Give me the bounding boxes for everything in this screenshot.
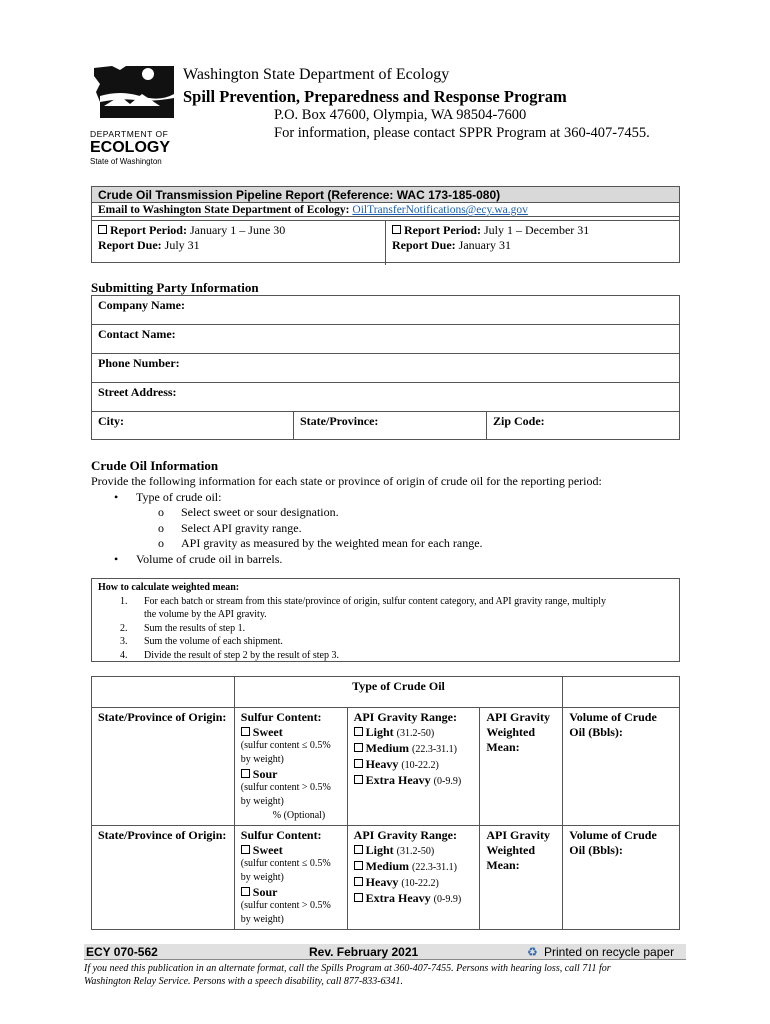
sour-note: (sulfur content > 0.5% by weight) [240,900,331,925]
period-1-checkbox[interactable] [98,225,107,234]
step-text: Sum the volume of each shipment. [144,636,283,647]
step-text: Divide the result of step 2 by the result of step 3. [144,649,339,661]
light-range: (31.2-50) [396,846,435,857]
extra-heavy-checkbox[interactable] [354,893,363,902]
heavy-label: Heavy [365,757,399,771]
light-range: (31.2-50) [396,728,435,739]
api-label: API Gravity Range: [353,710,457,724]
sweet-checkbox[interactable] [241,845,250,854]
sour-label: Sour [252,885,278,899]
medium-checkbox[interactable] [354,743,363,752]
washington-state-map-icon [90,62,180,124]
accessibility-note [84,962,689,988]
company-name-field[interactable]: Company Name: [92,296,679,325]
footer-bar [84,944,686,960]
recycle-note: Printed on recycle paper [544,945,675,959]
heavy-label: Heavy [365,875,399,889]
email-link[interactable]: OilTransferNotifications@ecy.wa.gov [352,204,528,216]
period-1-label: Report Period: [110,223,187,237]
sulfur-label: Sulfur Content: [240,710,322,724]
crude-oil-heading: Crude Oil Information [91,458,219,473]
period-2-value: July 1 – December 31 [483,223,590,237]
sub-bullet-2: Select API gravity range. [181,520,302,535]
weighted-mean-cell[interactable]: API Gravity Weighted Mean: [480,708,563,826]
logo-line2: ECOLOGY [90,138,171,156]
sulfur-label: Sulfur Content: [240,828,322,842]
street-address-field[interactable]: Street Address: [92,383,679,412]
period-2-checkbox[interactable] [392,225,401,234]
heavy-range: (10-22.2) [401,760,439,771]
form-number: ECY 070-562 [86,945,158,959]
accessibility-line2: Washington Relay Service. Persons with a speech disability, call 877-833-6341. [84,976,404,987]
medium-range: (22.3-31.1) [412,862,457,873]
extra-heavy-range: (0-9.9) [433,894,462,905]
medium-checkbox[interactable] [354,861,363,870]
step-text: Sum the results of step 1. [144,622,246,634]
state-province-field[interactable]: State/Province: [294,412,487,439]
sour-label: Sour [252,767,278,781]
bullet-type: Type of crude oil: [136,489,222,504]
api-range-cell [347,826,480,930]
medium-label: Medium [365,741,409,755]
period-2 [386,221,679,265]
logo-line3: State of Washington [90,156,162,166]
due-1-label: Report Due: [98,238,162,252]
heavy-checkbox[interactable] [354,877,363,886]
crude-oil-table [91,676,680,930]
header-empty-cell [563,677,680,708]
mailing-address: P.O. Box 47600, Olympia, WA 98504-7600 [274,107,527,123]
bullet-symbol: • [114,551,119,566]
sweet-checkbox[interactable] [241,727,250,736]
sour-note: (sulfur content > 0.5% by weight) [240,782,331,807]
step-number: 2. [120,622,128,634]
origin-cell[interactable]: State/Province of Origin: [92,826,235,930]
due-2-value: January 31 [458,238,511,252]
light-label: Light [365,725,394,739]
email-label: Email to Washington State Department of Ecology: [98,204,350,216]
report-title: Crude Oil Transmission Pipeline Report (Reference: WAC 173-185-080) [92,187,679,203]
weighted-mean-cell[interactable]: API Gravity Weighted Mean: [480,826,563,930]
light-checkbox[interactable] [354,845,363,854]
sulfur-cell [234,708,347,826]
api-range-cell [347,708,480,826]
light-label: Light [365,843,394,857]
submitting-party-box [91,295,680,440]
heavy-range: (10-22.2) [401,878,439,889]
table-row [92,708,680,826]
sub-bullet-symbol: o [158,520,164,535]
sweet-label: Sweet [252,725,283,739]
period-1-value: January 1 – June 30 [189,223,286,237]
step-number: 3. [120,636,128,647]
zip-code-field[interactable]: Zip Code: [493,414,545,428]
sour-percent-optional[interactable]: % (Optional) [272,810,326,821]
medium-label: Medium [365,859,409,873]
sub-bullet-1: Select sweet or sour designation. [181,505,339,519]
revision-date: Rev. February 2021 [309,945,419,959]
org-name: Washington State Department of Ecology [183,66,450,83]
table-row [92,826,680,930]
ecology-logo [90,62,180,166]
step-text: the volume by the API gravity. [144,609,267,620]
crude-intro: Provide the following information for each state or province of origin of crude oil for the reporting period: [91,474,602,488]
volume-cell[interactable]: Volume of Crude Oil (Bbls): [563,708,680,826]
bullet-volume: Volume of crude oil in barrels. [136,551,283,566]
extra-heavy-range: (0-9.9) [433,776,462,787]
sweet-label: Sweet [252,843,283,857]
submitting-heading: Submitting Party Information [91,280,259,295]
program-name: Spill Prevention, Preparedness and Response Program [183,87,567,106]
phone-number-field[interactable]: Phone Number: [92,354,679,383]
weighted-mean-box [91,578,680,662]
heavy-checkbox[interactable] [354,759,363,768]
sour-checkbox[interactable] [241,769,250,778]
logo-line1: DEPARTMENT OF [90,129,169,139]
accessibility-line1: If you need this publication in an alternate format, call the Spills Program at 360-407-7455. Persons with hearing loss, call 711 for [84,963,611,974]
period-2-label: Report Period: [404,223,481,237]
header-empty-cell [92,677,235,708]
due-2-label: Report Due: [392,238,456,252]
contact-name-field[interactable]: Contact Name: [92,325,679,354]
sub-bullet-symbol: o [158,505,164,519]
extra-heavy-label: Extra Heavy [365,891,431,905]
sub-bullet-3: API gravity as measured by the weighted mean for each range. [181,536,483,550]
step-number: 1. [120,595,128,607]
period-1 [92,221,386,265]
api-label: API Gravity Range: [353,828,457,842]
origin-cell[interactable]: State/Province of Origin: [92,708,235,826]
due-1-value: July 31 [164,238,200,252]
sweet-note: (sulfur content ≤ 0.5% by weight) [240,858,331,883]
bullet-symbol: • [114,489,119,504]
light-checkbox[interactable] [354,727,363,736]
step-number: 4. [120,649,128,661]
contact-info: For information, please contact SPPR Program at 360-407-7455. [274,125,650,141]
crude-oil-instructions [91,474,681,567]
sweet-note: (sulfur content ≤ 0.5% by weight) [240,740,331,765]
howto-title: How to calculate weighted mean: [98,582,240,593]
extra-heavy-checkbox[interactable] [354,775,363,784]
volume-cell[interactable]: Volume of Crude Oil (Bbls): [563,826,680,930]
sour-checkbox[interactable] [241,887,250,896]
recycle-icon: ♻ [527,945,538,959]
report-info-box [91,186,680,263]
sub-bullet-symbol: o [158,536,164,550]
city-field[interactable]: City: [92,412,294,439]
step-text: For each batch or stream from this state/province of origin, sulfur content category, and API gravity range, multiply [144,595,607,607]
email-line [92,203,679,217]
sulfur-cell [234,826,347,930]
extra-heavy-label: Extra Heavy [365,773,431,787]
type-header: Type of Crude Oil [234,677,562,708]
medium-range: (22.3-31.1) [412,744,457,755]
